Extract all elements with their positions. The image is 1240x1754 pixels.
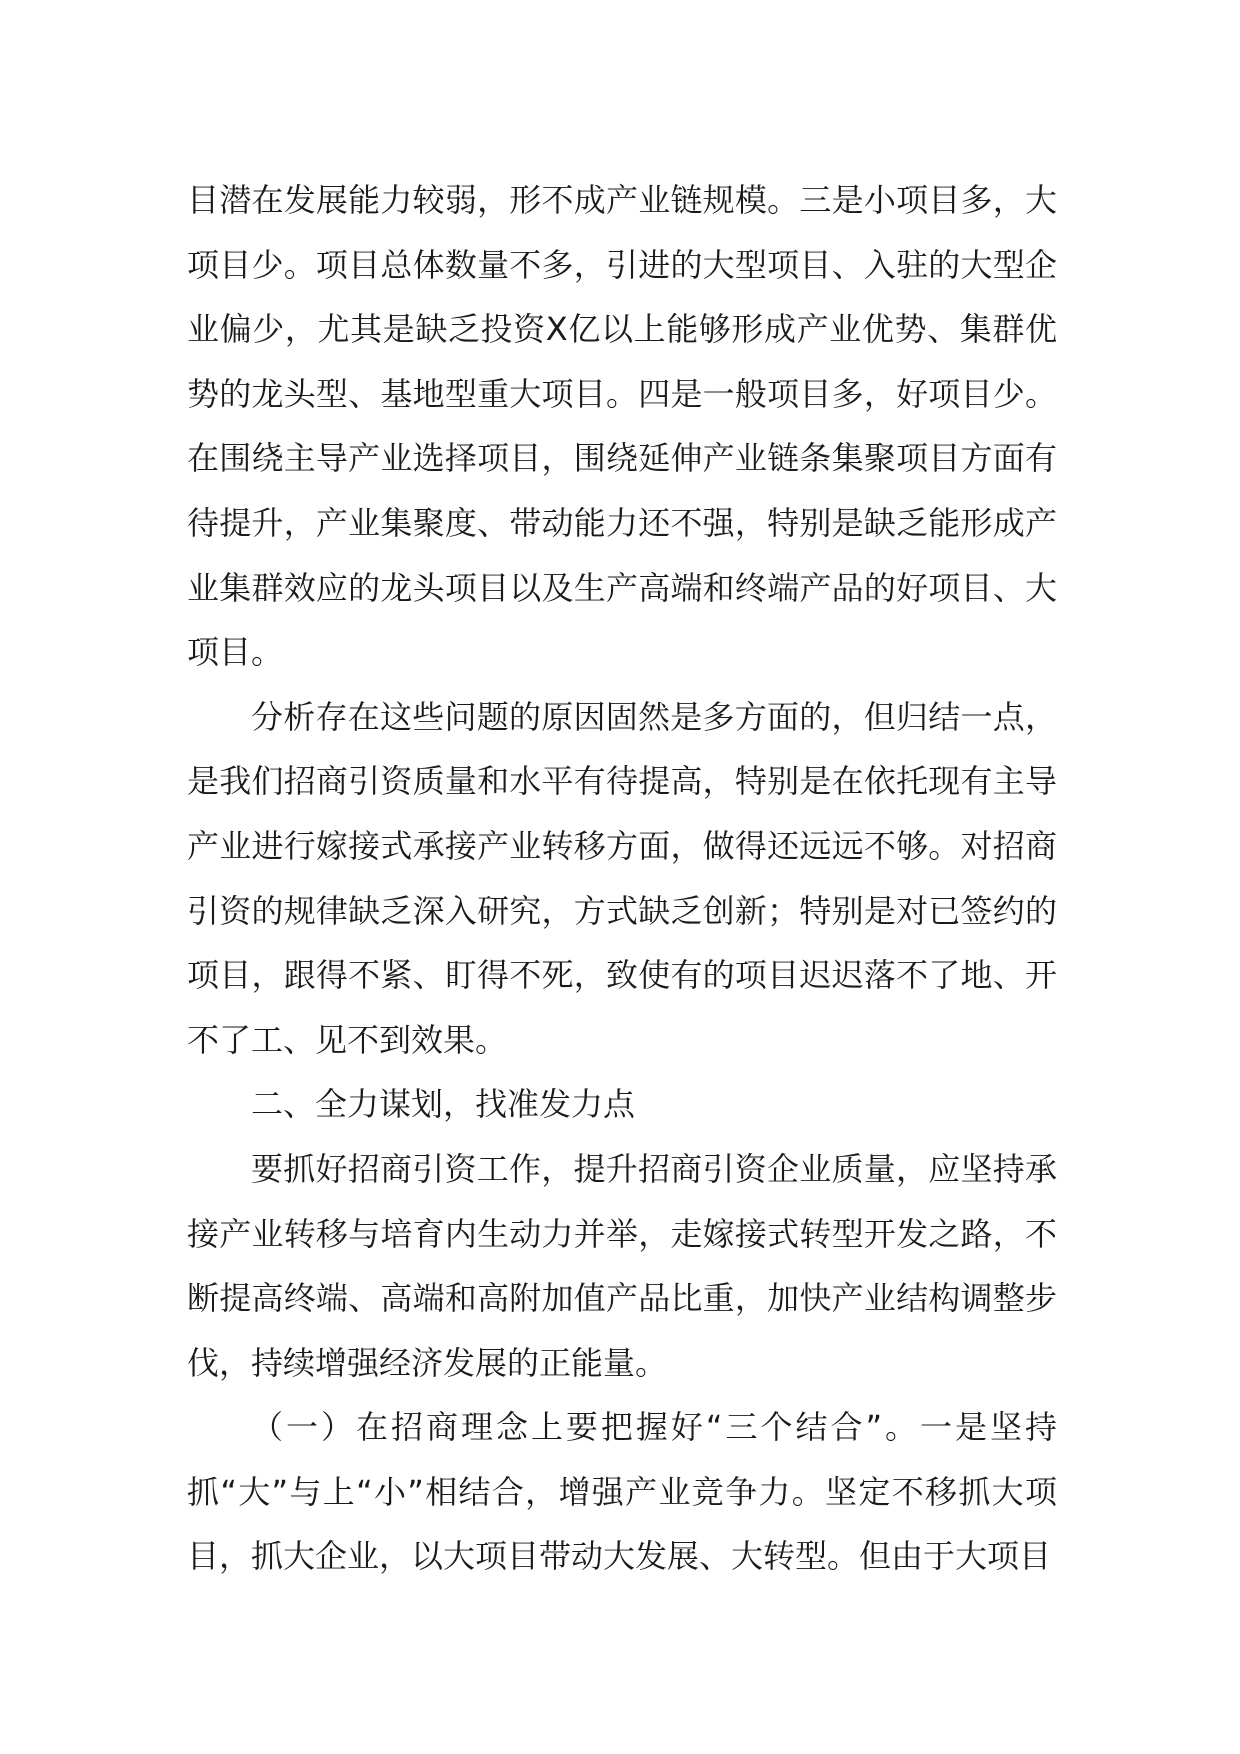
- body-paragraph-3: 要抓好招商引资工作，提升招商引资企业质量，应坚持承接产业转移与培育内生动力并举，走嫁接式转型开发之路，不断提高终端、高端和高附加值产品比重，加快产业结构调整步伐，持续增强经济发展的正能量。: [187, 1149, 1057, 1382]
- body-paragraph-2: 分析存在这些问题的原因固然是多方面的，但归结一点，是我们招商引资质量和水平有待提高，特别是在依托现有主导产业进行嫁接式承接产业转移方面，做得还远远不够。对招商引资的规律缺乏深入研究，方式缺乏创新；特别是对已签约的项目，跟得不紧、盯得不死，致使有的项目迟迟落不了地、开不了工、见不到效果。: [187, 697, 1057, 1059]
- body-paragraph-4: （一）在招商理念上要把握好“三个结合”。一是坚持抓“大”与上“小”相结合，增强产业竞争力。坚定不移抓大项目，抓大企业，以大项目带动大发展、大转型。但由于大项目: [187, 1408, 1057, 1576]
- section-heading-2: 二、全力谋划，找准发力点: [251, 1085, 636, 1124]
- document-body: [187, 168, 1057, 1589]
- body-paragraph-1: 目潜在发展能力较弱，形不成产业链规模。三是小项目多，大项目少。项目总体数量不多，引进的大型项目、入驻的大型企业偏少，尤其是缺乏投资X亿以上能够形成产业优势、集群优势的龙头型、基地型重大项目。四是一般项目多，好项目少。在围绕主导产业选择项目，围绕延伸产业链条集聚项目方面有待提升，产业集聚度、带动能力还不强，特别是缺乏能形成产业集群效应的龙头项目以及生产高端和终端产品的好项目、大项目。: [187, 181, 1057, 672]
